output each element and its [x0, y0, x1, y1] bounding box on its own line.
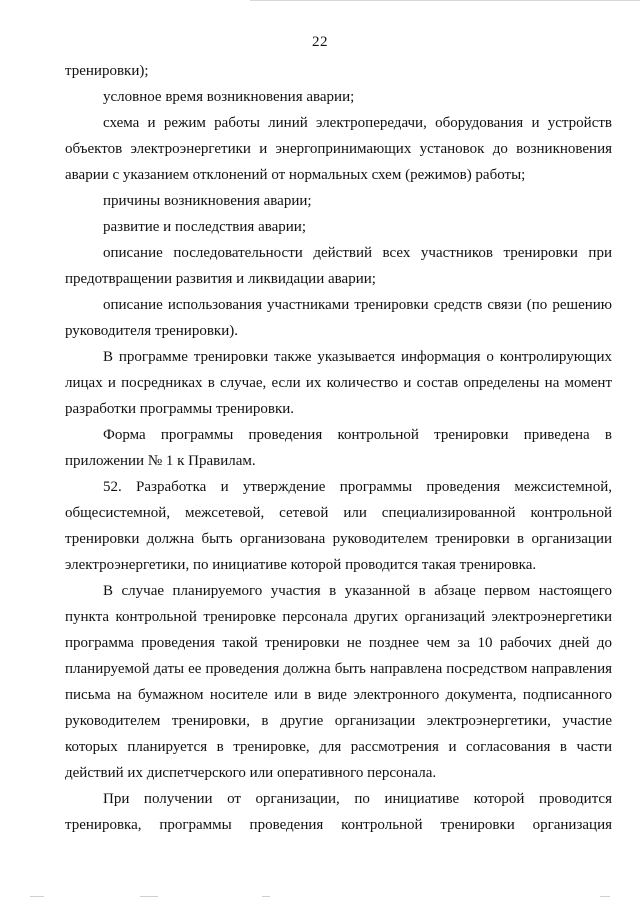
paragraph-body: В программе тренировки также указывается информация о контролирующих лицах и посредниках в случае, если их количество и состав определены на момент разработки программы тренировки. [65, 349, 612, 417]
scan-artifact [140, 896, 158, 897]
paragraph-list-item: причины возникновения аварии; [103, 193, 312, 209]
paragraph-list-item: развитие и последствия аварии; [103, 219, 306, 235]
paragraph-body: Форма программы проведения контрольной тренировки приведена в приложении № 1 к Правилам. [65, 427, 612, 469]
paragraph-list-item: описание использования участниками тренировки средств связи (по решению руководителя тренировки). [65, 297, 612, 339]
paragraph-list-item: описание последовательности действий всех участников тренировки при предотвращении развития и ликвидации аварии; [65, 245, 612, 287]
scan-artifact [600, 896, 610, 897]
paragraph-body: В случае планируемого участия в указанной в абзаце первом настоящего пункта контрольной тренировке персонала других организаций электроэнергетики программа проведения такой тренировки не позднее чем за 10 рабочих дней до планируемой даты ее проведения должна быть направлена посредством направления письма на бумажном носителе или в виде электронного документа, подписанного руководителем тренировки, в другие организации электроэнергетики, участие которых планируется в тренировке, для рассмотрения и согласования в части действий их диспетчерского или оперативного персонала. [65, 583, 612, 781]
scan-artifact [262, 896, 270, 897]
paragraph-body-cut: При получении от организации, по инициативе которой проводится тренировка, программы проведения контрольной тренировки организация [65, 791, 612, 833]
page-number: 22 [312, 34, 328, 50]
paragraph-list-item: схема и режим работы линий электропередачи, оборудования и устройств объектов электроэнергетики и энергопринимающих установок до возникновения аварии с указанием отклонений от нормальных схем (режимов) работы; [65, 115, 612, 183]
paragraph-section-52: 52. Разработка и утверждение программы проведения межсистемной, общесистемной, межсетевой, сетевой или специализированной контрольной тренировки должна быть организована руководителем тренировки в организации электроэнергетики, по инициативе которой проводится такая тренировка. [65, 479, 612, 573]
paragraph-continuation: тренировки); [65, 63, 149, 79]
document-body [65, 58, 612, 838]
scan-artifact [30, 896, 44, 897]
paragraph-list-item: условное время возникновения аварии; [103, 89, 355, 105]
scan-edge-line [250, 0, 640, 1]
